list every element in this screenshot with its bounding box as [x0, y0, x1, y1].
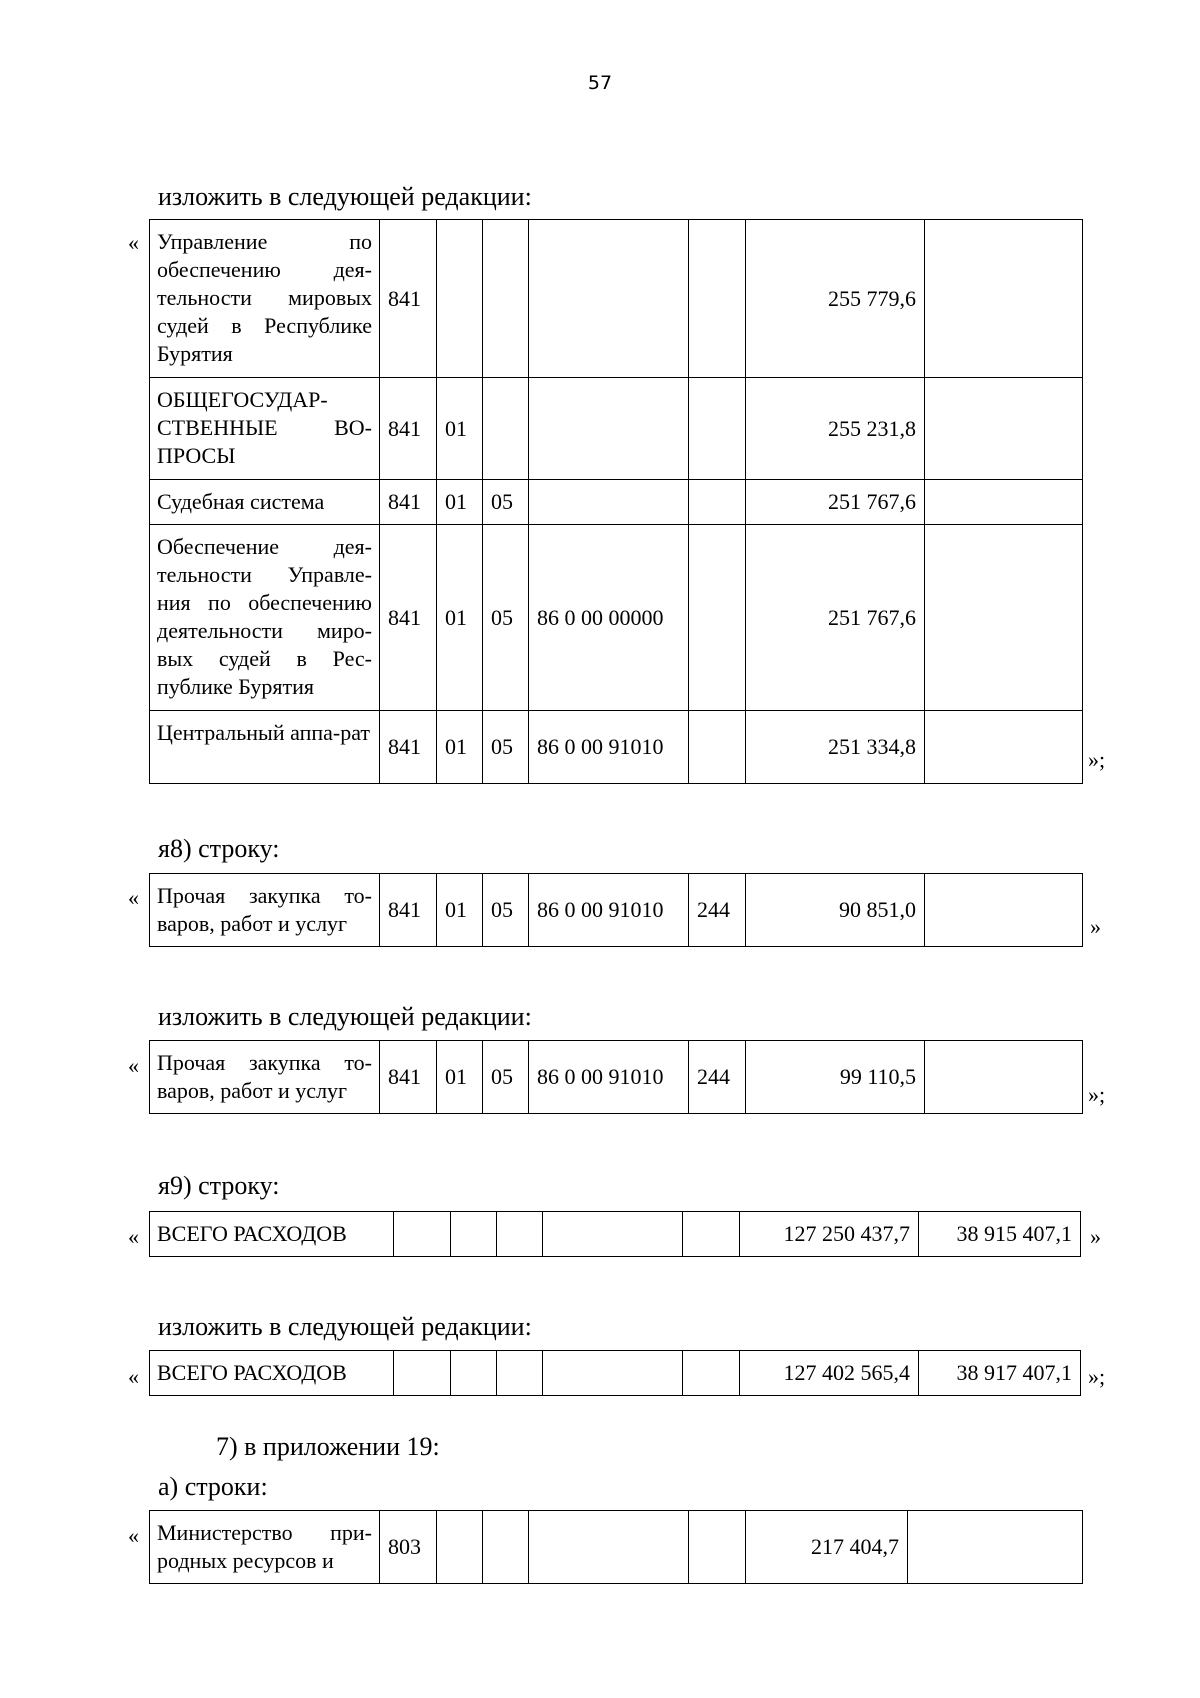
cell-sum1: 127 250 437,7 — [740, 1212, 919, 1257]
cell-empty — [497, 1351, 543, 1396]
cell-empty — [451, 1212, 497, 1257]
cell-gr: 841 — [380, 378, 437, 480]
cell-empty — [437, 1511, 483, 1584]
close-quote: »; — [1088, 1364, 1106, 1389]
page-number: 57 — [587, 72, 613, 94]
cell-rz: 01 — [437, 711, 483, 784]
table-row — [150, 480, 1083, 525]
table-row — [150, 378, 1083, 480]
open-quote: « — [128, 1224, 139, 1249]
cell-gr: 841 — [380, 874, 437, 947]
cell-empty — [543, 1212, 683, 1257]
row-name: Управление по обеспечению дея-тельности мировых судей в Республике Бурятия — [150, 220, 380, 378]
cell-sum2 — [925, 480, 1083, 525]
cell-empty — [683, 1351, 740, 1396]
cell-gr: 841 — [380, 480, 437, 525]
close-quote: » — [1090, 1224, 1101, 1249]
section2-intro: я8) строку: — [158, 834, 280, 863]
row-name: Обеспечение дея-тельности Управле-ния по обеспечению деятельности миро-вых судей в Рес-публике Бурятия — [150, 525, 380, 711]
cell-vr — [689, 378, 746, 480]
close-quote: » — [1090, 914, 1101, 939]
cell-csr — [529, 480, 689, 525]
cell-pr: 05 — [483, 525, 529, 711]
cell-sum2: 38 917 407,1 — [919, 1351, 1081, 1396]
cell-sum2 — [925, 220, 1083, 378]
section5-intro: изложить в следующей редакции: — [158, 1312, 532, 1341]
close-quote: »; — [1088, 747, 1106, 772]
row-name: Судебная система — [150, 480, 380, 525]
cell-pr: 05 — [483, 480, 529, 525]
cell-gr: 803 — [380, 1511, 437, 1584]
row-name: ВСЕГО РАСХОДОВ — [150, 1351, 394, 1396]
table-row — [150, 711, 1083, 784]
section6-item: 7) в приложении 19: — [216, 1432, 440, 1461]
row-name: Прочая закупка то-варов, работ и услуг — [150, 1041, 380, 1114]
row-name: ОБЩЕГОСУДАР-СТВЕННЫЕ ВО-ПРОСЫ — [150, 378, 380, 480]
cell-sum1: 255 779,6 — [746, 220, 925, 378]
table-row — [150, 1212, 1081, 1257]
cell-pr: 05 — [483, 711, 529, 784]
table-row — [150, 220, 1083, 378]
cell-pr: 05 — [483, 874, 529, 947]
row-name: Центральный аппа-рат — [150, 711, 380, 784]
cell-empty — [394, 1351, 451, 1396]
cell-vr — [689, 525, 746, 711]
table-row — [150, 525, 1083, 711]
cell-sum2 — [925, 378, 1083, 480]
cell-sum1: 255 231,8 — [746, 378, 925, 480]
cell-vr: 244 — [689, 874, 746, 947]
row-name: Министерство при-родных ресурсов и — [150, 1511, 380, 1584]
cell-csr: 86 0 00 00000 — [529, 525, 689, 711]
open-quote: « — [128, 1053, 139, 1078]
cell-sum1: 90 851,0 — [746, 874, 925, 947]
cell-rz: 01 — [437, 480, 483, 525]
cell-pr — [483, 220, 529, 378]
cell-rz: 01 — [437, 874, 483, 947]
cell-empty — [689, 1511, 746, 1584]
cell-rz: 01 — [437, 525, 483, 711]
table-section4 — [149, 1211, 1081, 1257]
section1-intro: изложить в следующей редакции: — [158, 182, 532, 211]
table-row — [150, 1511, 1083, 1584]
cell-sum1: 217 404,7 — [746, 1511, 908, 1584]
open-quote: « — [128, 1523, 139, 1548]
cell-gr: 841 — [380, 1041, 437, 1114]
close-quote: »; — [1088, 1082, 1106, 1107]
cell-sum1: 251 767,6 — [746, 525, 925, 711]
section3-intro: изложить в следующей редакции: — [158, 1002, 532, 1031]
cell-empty — [497, 1212, 543, 1257]
cell-csr: 86 0 00 91010 — [529, 1041, 689, 1114]
cell-empty — [451, 1351, 497, 1396]
cell-gr: 841 — [380, 220, 437, 378]
cell-csr — [529, 220, 689, 378]
cell-sum2 — [925, 711, 1083, 784]
cell-empty — [529, 1511, 689, 1584]
cell-vr — [689, 711, 746, 784]
table-section3 — [149, 1040, 1083, 1114]
table-row — [150, 874, 1083, 947]
table-section2 — [149, 873, 1083, 947]
cell-csr — [529, 378, 689, 480]
cell-sum1: 251 334,8 — [746, 711, 925, 784]
cell-gr: 841 — [380, 711, 437, 784]
cell-sum2: 38 915 407,1 — [919, 1212, 1081, 1257]
cell-rz: 01 — [437, 1041, 483, 1114]
cell-vr — [689, 480, 746, 525]
table-section6 — [149, 1510, 1083, 1584]
section6-subitem: а) строки: — [158, 1472, 268, 1501]
open-quote: « — [128, 230, 139, 255]
cell-csr: 86 0 00 91010 — [529, 874, 689, 947]
cell-sum2 — [908, 1511, 1083, 1584]
cell-sum1: 99 110,5 — [746, 1041, 925, 1114]
table-section5 — [149, 1350, 1081, 1396]
table-row — [150, 1041, 1083, 1114]
cell-empty — [683, 1212, 740, 1257]
table-row — [150, 1351, 1081, 1396]
cell-rz: 01 — [437, 378, 483, 480]
cell-vr — [689, 220, 746, 378]
row-name: ВСЕГО РАСХОДОВ — [150, 1212, 394, 1257]
open-quote: « — [128, 885, 139, 910]
cell-sum2 — [925, 525, 1083, 711]
cell-vr: 244 — [689, 1041, 746, 1114]
cell-sum1: 127 402 565,4 — [740, 1351, 919, 1396]
cell-sum1: 251 767,6 — [746, 480, 925, 525]
cell-empty — [543, 1351, 683, 1396]
cell-csr: 86 0 00 91010 — [529, 711, 689, 784]
cell-empty — [483, 1511, 529, 1584]
open-quote: « — [128, 1364, 139, 1389]
cell-pr: 05 — [483, 1041, 529, 1114]
cell-gr: 841 — [380, 525, 437, 711]
section4-intro: я9) строку: — [158, 1171, 280, 1200]
cell-sum2 — [925, 1041, 1083, 1114]
cell-rz — [437, 220, 483, 378]
cell-empty — [394, 1212, 451, 1257]
cell-sum2 — [925, 874, 1083, 947]
table-section1 — [149, 219, 1083, 784]
cell-pr — [483, 378, 529, 480]
row-name: Прочая закупка то-варов, работ и услуг — [150, 874, 380, 947]
